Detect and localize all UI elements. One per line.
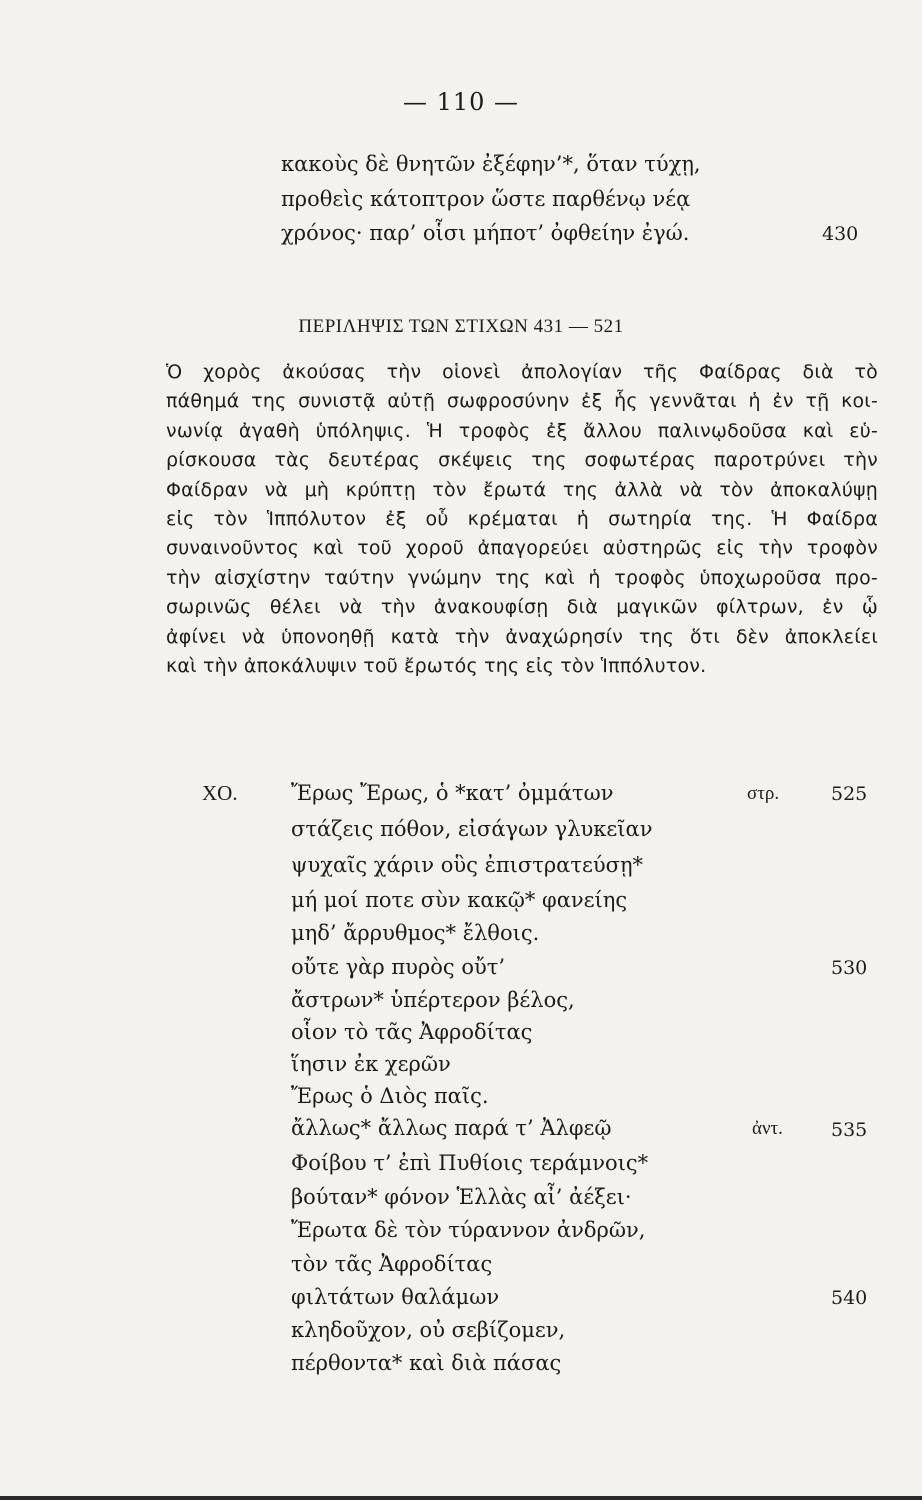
chorus-line: φιλτάτων θαλάμων — [291, 1285, 500, 1309]
summary-line: Φαίδραν νὰ μὴ κρύπτῃ τὸν ἔρωτά της ἀλλὰ νὰ τὸν ἀποκαλύψῃ — [166, 478, 878, 501]
summary-line: τὴν αἰσχίστην ταύτην γνώμην της καὶ ἡ τροφὸς ὑποχωροῦσα προ- — [166, 566, 878, 589]
stanza-marker: στρ. — [747, 783, 780, 804]
chorus-line: Ἔρως Ἔρως, ὁ *κατ’ ὀμμάτων — [291, 781, 614, 805]
line-number: 525 — [831, 783, 868, 805]
summary-line: πάθημά της συνιστᾷ αὐτῇ σωφροσύνην ἐξ ἧς γεννᾶται ἡ ἐν τῇ κοι- — [166, 390, 878, 413]
summary-line: συναινοῦντος καὶ τοῦ χοροῦ ἀπαγορεύει αὐστηρῶς εἰς τὴν τροφὸν — [166, 537, 878, 560]
chorus-line: οἷον τὸ τᾶς Ἀφροδίτας — [291, 1020, 533, 1044]
chorus-line: Ἔρωτα δὲ τὸν τύραννον ἀνδρῶν, — [291, 1218, 646, 1242]
chorus-line: Φοίβου τ’ ἐπὶ Πυθίοις τεράμνοις* — [291, 1151, 649, 1175]
chorus-line: τὸν τᾶς Ἀφροδίτας — [291, 1252, 493, 1276]
chorus-line: οὔτε γὰρ πυρὸς οὔτ’ — [291, 955, 506, 979]
chorus-line: ἵησιν ἐκ χερῶν — [291, 1052, 451, 1076]
summary-line: καὶ τὴν ἀποκάλυψιν τοῦ ἔρωτός της εἰς τὸν Ἱππόλυτον. — [166, 655, 707, 678]
chorus-line: κληδοῦχον, οὐ σεβίζομεν, — [291, 1318, 566, 1342]
page-number: — 110 — — [402, 88, 520, 116]
verse-line: χρόνος· παρ’ οἷσι μήποτ’ ὀφθείην ἐγώ. — [281, 221, 690, 245]
summary-line: ἀφίνει νὰ ὑπονοηθῇ κατὰ τὴν ἀναχώρησίν της ὅτι δὲν ἀποκλείει — [166, 625, 878, 648]
verse-line: προθεὶς κάτοπτρον ὥστε παρθένῳ νέᾳ — [281, 187, 691, 211]
chorus-line: στάζεις πόθον, εἰσάγων γλυκεῖαν — [291, 817, 653, 841]
verse-line: κακοὺς δὲ θνητῶν ἐξέφην’*, ὅταν τύχῃ, — [281, 152, 701, 176]
chorus-line: μή μοί ποτε σὺν κακῷ* φανείης — [291, 888, 628, 912]
line-number: 430 — [822, 223, 859, 245]
stanza-marker: ἀντ. — [752, 1118, 783, 1139]
line-number: 540 — [831, 1287, 868, 1309]
summary-line: Ὁ χορὸς ἀκούσας τὴν οἱονεὶ ἀπολογίαν τῆς Φαίδρας διὰ τὸ — [166, 361, 878, 383]
chorus-line: Ἔρως ὁ Διὸς παῖς. — [291, 1084, 489, 1108]
chorus-line: ἄστρων* ὑπέρτερον βέλος, — [291, 988, 575, 1012]
speaker-label: ΧΟ. — [202, 781, 238, 805]
line-number: 535 — [831, 1119, 868, 1141]
chorus-line: ψυχαῖς χάριν οὓς ἐπιστρατεύσῃ* — [291, 853, 644, 877]
summary-paragraph — [166, 358, 878, 681]
line-number: 530 — [831, 957, 868, 979]
chorus-line: ἄλλως* ἄλλως παρά τ’ Ἀλφεῷ — [291, 1116, 612, 1140]
scan-edge — [0, 1496, 922, 1500]
summary-line: ρίσκουσα τὰς δευτέρας σκέψεις της σοφωτέρας παροτρύνει τὴν — [166, 449, 878, 472]
chorus-line: βούταν* φόνον Ἑλλὰς αἶ’ ἀέξει· — [291, 1185, 632, 1209]
summary-line: εἰς τὸν Ἱππόλυτον ἐξ οὗ κρέμαται ἡ σωτηρία της. Ἡ Φαίδρα — [166, 508, 878, 531]
chorus-line: πέρθοντα* καὶ διὰ πάσας — [291, 1351, 562, 1375]
summary-line: σωρινῶς θέλει νὰ τὴν ἀνακουφίσῃ διὰ μαγικῶν φίλτρων, ἐν ᾧ — [166, 596, 878, 619]
chorus-line: μηδ’ ἄρρυθμος* ἔλθοις. — [291, 921, 540, 945]
summary-line: νωνίᾳ ἀγαθὴ ὑπόληψις. Ἡ τροφὸς ἐξ ἄλλου παλινῳδοῦσα καὶ εὑ- — [166, 419, 878, 442]
section-heading: ΠΕΡΙΛΗΨΙΣ ΤΩΝ ΣΤΙΧΩΝ 431 — 521 — [298, 316, 624, 337]
